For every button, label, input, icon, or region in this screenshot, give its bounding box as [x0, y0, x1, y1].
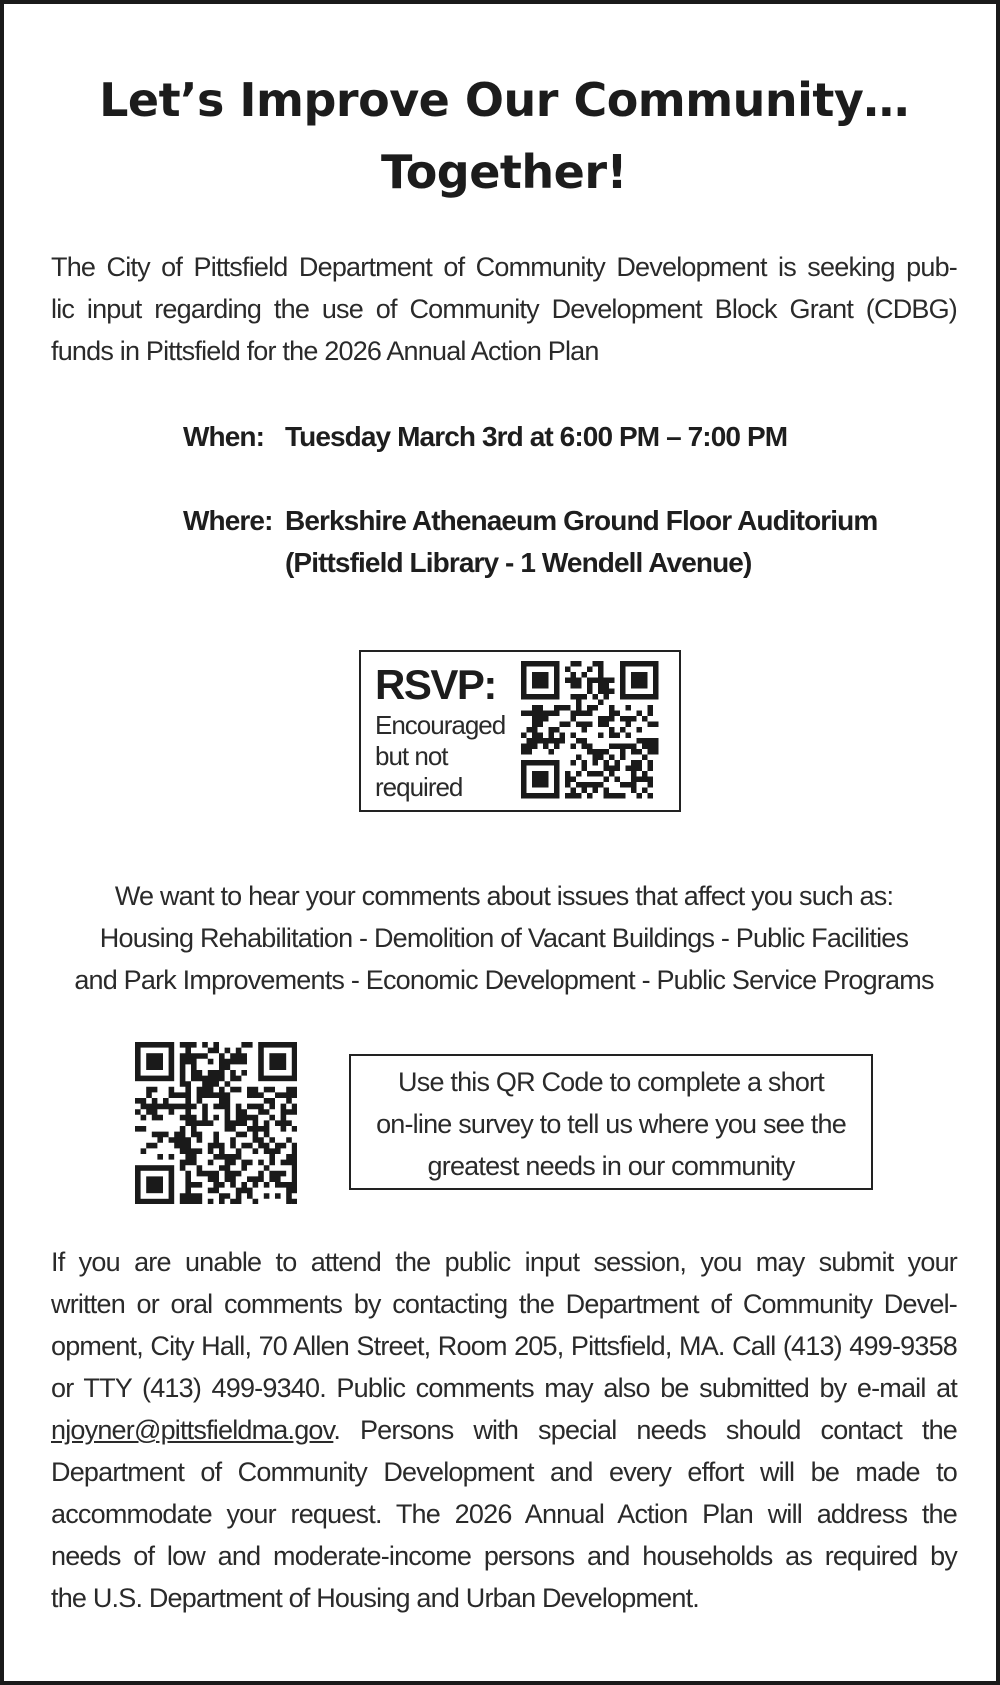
where-label: Where:	[183, 505, 273, 536]
issues-line: We want to hear your comments about issues that affect you such as:	[114, 881, 894, 911]
closing-line: If you are unable to attend the public input session, you may submit your	[51, 1247, 957, 1277]
rsvp-box	[359, 650, 681, 812]
closing-line: written or oral comments by contacting the Department of Community Devel-	[51, 1289, 957, 1319]
where-value-line-1: Berkshire Athenaeum Ground Floor Auditorium	[285, 505, 878, 536]
email-link[interactable]: njoyner@pittsfieldma.gov	[51, 1415, 334, 1445]
rsvp-note-line: required	[375, 772, 463, 802]
survey-qr-code-icon[interactable]	[135, 1042, 297, 1204]
closing-line: opment, City Hall, 70 Allen Street, Room 205, Pittsfield, MA. Call (413) 499-9358	[51, 1331, 957, 1361]
survey-box	[349, 1054, 873, 1190]
closing-line: the U.S. Department of Housing and Urban Development.	[51, 1583, 699, 1613]
rsvp-note-line: Encouraged	[375, 710, 506, 740]
closing-line: accommodate your request. The 2026 Annual Action Plan will address the	[51, 1499, 957, 1529]
survey-line: Use this QR Code to complete a short	[398, 1067, 824, 1097]
closing-line-with-email	[51, 1417, 957, 1444]
when-label: When:	[183, 421, 265, 452]
closing-line-rest: . Persons with special needs should contact the	[333, 1415, 957, 1445]
closing-line: needs of low and moderate-income persons and households as required by	[51, 1541, 957, 1571]
closing-line: or TTY (413) 499-9340. Public comments may also be submitted by e-mail at	[51, 1373, 957, 1403]
where-value-line-2: (Pittsfield Library - 1 Wendell Avenue)	[285, 547, 752, 578]
rsvp-note-line: but not	[375, 741, 448, 771]
headline-line-1: Let’s Improve Our Community…	[99, 73, 909, 127]
intro-line: The City of Pittsfield Department of Community Development is seeking pub-	[51, 252, 957, 282]
intro-line: lic input regarding the use of Community Development Block Grant (CDBG)	[51, 294, 957, 324]
rsvp-qr-code-icon[interactable]	[521, 661, 659, 799]
headline-line-2: Together!	[380, 145, 628, 199]
closing-line: Department of Community Development and every effort will be made to	[51, 1457, 957, 1487]
issues-line: and Park Improvements - Economic Development - Public Service Programs	[74, 965, 934, 995]
when-value: Tuesday March 3rd at 6:00 PM – 7:00 PM	[285, 421, 788, 452]
issues-line: Housing Rehabilitation - Demolition of Vacant Buildings - Public Facilities	[99, 923, 909, 953]
survey-line: greatest needs in our community	[427, 1151, 795, 1181]
rsvp-title: RSVP:	[375, 661, 496, 708]
intro-line: funds in Pittsfield for the 2026 Annual Action Plan	[51, 336, 599, 366]
survey-line: on-line survey to tell us where you see the	[376, 1109, 846, 1139]
